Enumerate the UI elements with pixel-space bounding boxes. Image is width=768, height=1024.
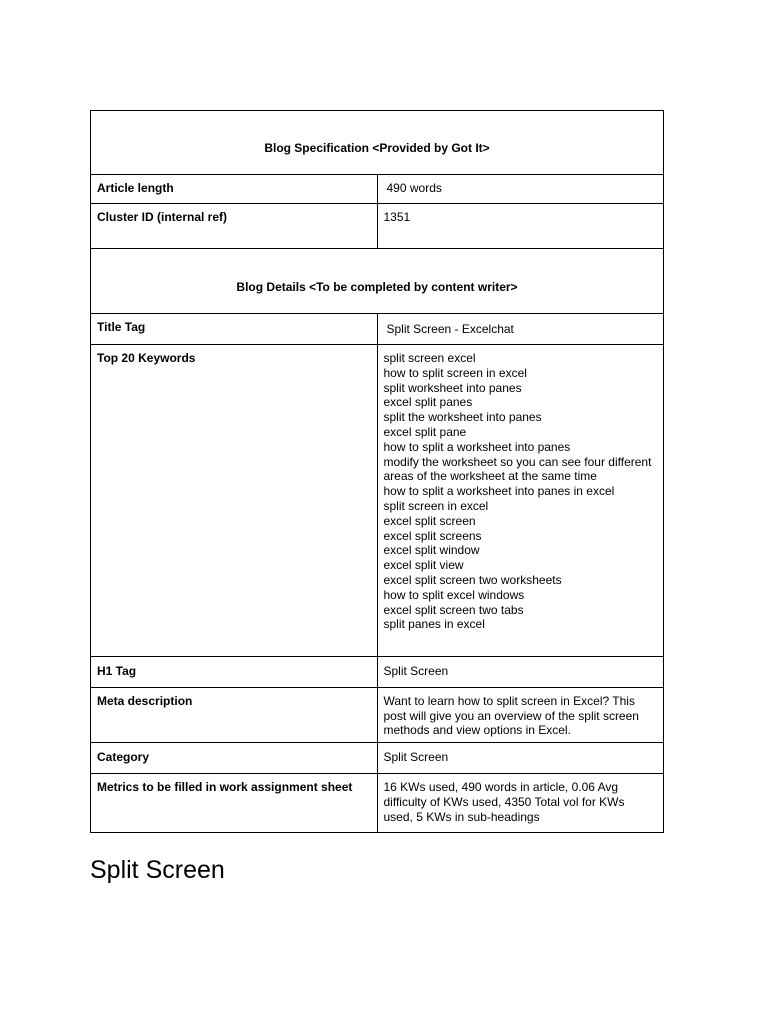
blog-details-header: Blog Details <To be completed by content writer> (91, 249, 664, 314)
h1-tag-value: Split Screen (377, 657, 664, 688)
blog-spec-header: Blog Specification <Provided by Got It> (91, 111, 664, 175)
keywords-row (91, 345, 664, 657)
blog-spec-table (90, 110, 664, 833)
metrics-label: Metrics to be filled in work assignment sheet (91, 773, 378, 832)
meta-description-label: Meta description (91, 687, 378, 742)
keyword-item: how to split screen in excel (383, 365, 527, 380)
keyword-item: how to split a worksheet into panes (383, 439, 571, 454)
article-heading: Split Screen (90, 856, 225, 884)
title-tag-value: Split Screen - Excelchat (377, 314, 664, 345)
h1-tag-row (91, 657, 664, 688)
keyword-item: how to split excel windows (383, 587, 525, 602)
cluster-id-label: Cluster ID (internal ref) (91, 204, 378, 249)
keyword-item: excel split screens (383, 528, 482, 543)
keyword-item: excel split window (383, 543, 480, 558)
keywords-label: Top 20 Keywords (91, 345, 378, 657)
category-value: Split Screen (377, 743, 664, 774)
article-length-row (91, 175, 664, 204)
category-row (91, 743, 664, 774)
metrics-value: 16 KWs used, 490 words in article, 0.06 Avg difficulty of KWs used, 4350 Total vol for KWs used, 5 KWs in sub-headings (377, 773, 664, 832)
keyword-item: split screen excel (383, 351, 476, 365)
h1-tag-label: H1 Tag (91, 657, 378, 688)
article-length-value: 490 words (377, 175, 664, 204)
article-length-label: Article length (91, 175, 378, 204)
keywords-list (384, 351, 658, 632)
keywords-cell (377, 345, 664, 657)
keyword-item: excel split screen two worksheets (383, 572, 562, 587)
cluster-id-value: 1351 (377, 204, 664, 249)
keyword-item: split the worksheet into panes (383, 410, 542, 425)
meta-description-value: Want to learn how to split screen in Excel? This post will give you an overview of the split screen methods and view options in Excel. (377, 687, 664, 742)
meta-description-row (91, 687, 664, 742)
keyword-item: split panes in excel (383, 617, 485, 632)
keyword-item: excel split screen (383, 513, 476, 528)
metrics-row (91, 773, 664, 832)
blog-spec-header-row (91, 111, 664, 175)
title-tag-label: Title Tag (91, 314, 378, 345)
keyword-item: modify the worksheet so you can see four different areas of the worksheet at the same time (383, 454, 652, 484)
keyword-item: how to split a worksheet into panes in excel (383, 484, 615, 499)
keyword-item: excel split view (383, 558, 464, 573)
keyword-item: excel split screen two tabs (383, 602, 524, 617)
keyword-item: excel split pane (383, 424, 467, 439)
category-label: Category (91, 743, 378, 774)
cluster-id-row (91, 204, 664, 249)
keyword-item: excel split panes (383, 395, 473, 410)
keyword-item: split worksheet into panes (383, 380, 522, 395)
keyword-item: split screen in excel (383, 498, 489, 513)
title-tag-row (91, 314, 664, 345)
blog-details-header-row (91, 249, 664, 314)
